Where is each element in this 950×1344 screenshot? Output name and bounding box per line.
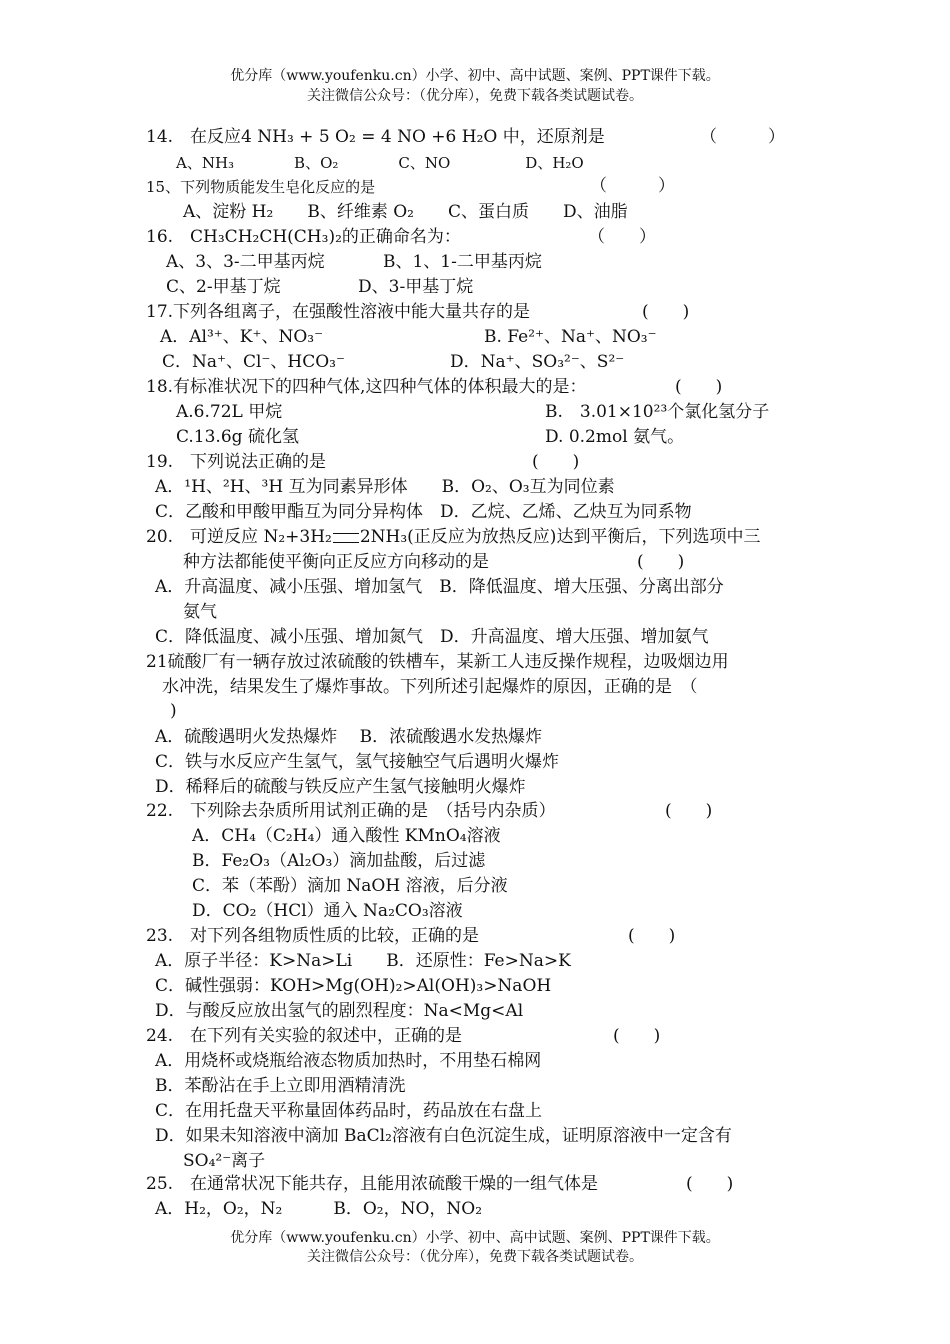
q24-option-c: C．在用托盘天平称量固体药品时，药品放在右盘上 bbox=[155, 1101, 543, 1121]
q17-option-a: A．Al³⁺、K⁺、NO₃⁻ bbox=[160, 327, 324, 347]
q16-paren: （ ） bbox=[588, 227, 656, 247]
q17-paren: ( ) bbox=[642, 302, 690, 322]
q15-stem: 15、下列物质能发生皂化反应的是 bbox=[146, 178, 376, 196]
q16-stem: 16. CH₃CH₂CH(CH₃)₂的正确命名为： bbox=[146, 227, 461, 247]
q24-option-a: A．用烧杯或烧瓶给液态物质加热时，不用垫石棉网 bbox=[155, 1051, 542, 1071]
q15-paren: （ ） bbox=[590, 176, 675, 196]
q20-stem-pre: 20. 可逆反应 N₂+3H₂ bbox=[146, 527, 332, 547]
footer-line-2: 关注微信公众号：（优分库），免费下载各类试题试卷。 bbox=[307, 1249, 643, 1265]
q20-options-ab-cont: 氨气 bbox=[183, 602, 217, 622]
q22-paren: ( ) bbox=[665, 801, 713, 821]
q19-options-ab: A．¹H、²H、³H 互为同素异形体 B．O₂、O₃互为同位素 bbox=[155, 477, 615, 497]
q24-paren: ( ) bbox=[613, 1026, 661, 1046]
q15-options: A、淀粉 H₂ B、纤维素 O₂ C、蛋白质 D、油脂 bbox=[183, 202, 628, 222]
q19-stem: 19. 下列说法正确的是 bbox=[146, 452, 327, 472]
q16-option-d: D、3-甲基丁烷 bbox=[358, 277, 474, 297]
header-line-2: 关注微信公众号：（优分库），免费下载各类试题试卷。 bbox=[307, 88, 643, 104]
q22-stem: 22. 下列除去杂质所用试剂正确的是 （括号内杂质） bbox=[146, 801, 556, 821]
q18-option-c: C.13.6g 硫化氢 bbox=[176, 427, 299, 447]
q19-options-cd: C．乙酸和甲酸甲酯互为同分异构体 D．乙烷、乙烯、乙炔互为同系物 bbox=[155, 502, 692, 522]
q17-option-c: C．Na⁺、Cl⁻、HCO₃⁻ bbox=[162, 352, 345, 372]
q20-options-ab: A．升高温度、减小压强、增加氢气 B．降低温度、增大压强、分离出部分 bbox=[155, 577, 724, 597]
q17-option-d: D．Na⁺、SO₃²⁻、S²⁻ bbox=[450, 352, 625, 372]
q17-stem: 17.下列各组离子，在强酸性溶液中能大量共存的是 bbox=[146, 302, 531, 322]
q22-option-c: C．苯（苯酚）滴加 NaOH 溶液，后分液 bbox=[192, 876, 508, 896]
q19-paren: ( ) bbox=[532, 452, 580, 472]
q17-option-b: B. Fe²⁺、Na⁺、NO₃⁻ bbox=[484, 327, 657, 347]
q21-stem-line2: 水冲洗，结果发生了爆炸事故。下列所述引起爆炸的原因，正确的是 （ bbox=[162, 677, 698, 697]
q16-option-b: B、1、1-二甲基丙烷 bbox=[383, 252, 542, 272]
q23-option-c: C．碱性强弱：KOH>Mg(OH)₂>Al(OH)₃>NaOH bbox=[155, 976, 552, 996]
q20-paren: ( ) bbox=[637, 552, 685, 572]
q16-option-a: A、3、3-二甲基丙烷 bbox=[166, 252, 325, 272]
q18-option-a: A.6.72L 甲烷 bbox=[176, 402, 283, 422]
q21-paren-close: ) bbox=[170, 701, 177, 721]
q21-stem-line1: 21硫酸厂有一辆存放过浓硫酸的铁槽车，某新工人违反操作规程，边吸烟边用 bbox=[146, 652, 729, 672]
q16-option-c: C、2-甲基丁烷 bbox=[166, 277, 281, 297]
q21-option-d: D．稀释后的硫酸与铁反应产生氢气接触明火爆炸 bbox=[155, 777, 526, 797]
q23-option-d: D．与酸反应放出氢气的剧烈程度：Na<Mg<Al bbox=[155, 1001, 524, 1021]
q21-option-c: C．铁与水反应产生氢气，氢气接触空气后遇明火爆炸 bbox=[155, 752, 560, 772]
q22-option-a: A．CH₄（C₂H₄）通入酸性 KMnO₄溶液 bbox=[192, 826, 501, 846]
q23-options-ab: A．原子半径：K>Na>Li B．还原性：Fe>Na>K bbox=[155, 951, 571, 971]
q18-option-d: D. 0.2mol 氨气。 bbox=[545, 427, 685, 447]
q24-option-b: B．苯酚沾在手上立即用酒精清洗 bbox=[155, 1076, 406, 1096]
q14-paren: （ ） bbox=[700, 127, 785, 147]
q20-stem-post: 2NH₃(正反应为放热反应)达到平衡后，下列选项中三 bbox=[359, 527, 761, 547]
q21-options-ab: A．硫酸遇明火发热爆炸 B．浓硫酸遇水发热爆炸 bbox=[155, 727, 543, 747]
q24-option-d: D．如果未知溶液中滴加 BaCl₂溶液有白色沉淀生成，证明原溶液中一定含有 bbox=[155, 1126, 732, 1146]
footer-line-1: 优分库（www.youfenku.cn）小学、初中、高中试题、案例、PPT课件下载。 bbox=[230, 1230, 720, 1246]
q18-paren: ( ) bbox=[675, 377, 723, 397]
q20-stem-line2: 种方法都能使平衡向正反应方向移动的是 bbox=[183, 552, 489, 572]
q24-option-d-cont: SO₄²⁻离子 bbox=[183, 1151, 266, 1171]
q20-stem bbox=[146, 526, 760, 548]
q22-option-d: D．CO₂（HCl）通入 Na₂CO₃溶液 bbox=[192, 901, 463, 921]
q23-paren: ( ) bbox=[628, 926, 676, 946]
equilibrium-arrow bbox=[333, 533, 359, 543]
q23-stem: 23. 对下列各组物质性质的比较，正确的是 bbox=[146, 926, 480, 946]
header-line-1: 优分库（www.youfenku.cn）小学、初中、高中试题、案例、PPT课件下载。 bbox=[230, 68, 720, 84]
q22-option-b: B．Fe₂O₃（Al₂O₃）滴加盐酸，后过滤 bbox=[192, 851, 486, 871]
q25-options-ab: A．H₂，O₂，N₂ B．O₂，NO，NO₂ bbox=[155, 1199, 483, 1219]
q25-paren: ( ) bbox=[686, 1174, 734, 1194]
q14-stem: 14. 在反应4 NH₃ + 5 O₂ = 4 NO +6 H₂O 中，还原剂是 bbox=[146, 127, 605, 147]
q20-options-cd: C．降低温度、减小压强、增加氮气 D．升高温度、增大压强、增加氨气 bbox=[155, 627, 709, 647]
q14-options: A、NH₃ B、O₂ C、NO D、H₂O bbox=[176, 154, 584, 172]
q18-option-b: B. 3.01×10²³个氯化氢分子 bbox=[545, 402, 770, 422]
q25-stem: 25. 在通常状况下能共存，且能用浓硫酸干燥的一组气体是 bbox=[146, 1174, 599, 1194]
q18-stem: 18.有标准状况下的四种气体,这四种气体的体积最大的是： bbox=[146, 377, 587, 397]
q24-stem: 24. 在下列有关实验的叙述中，正确的是 bbox=[146, 1026, 463, 1046]
